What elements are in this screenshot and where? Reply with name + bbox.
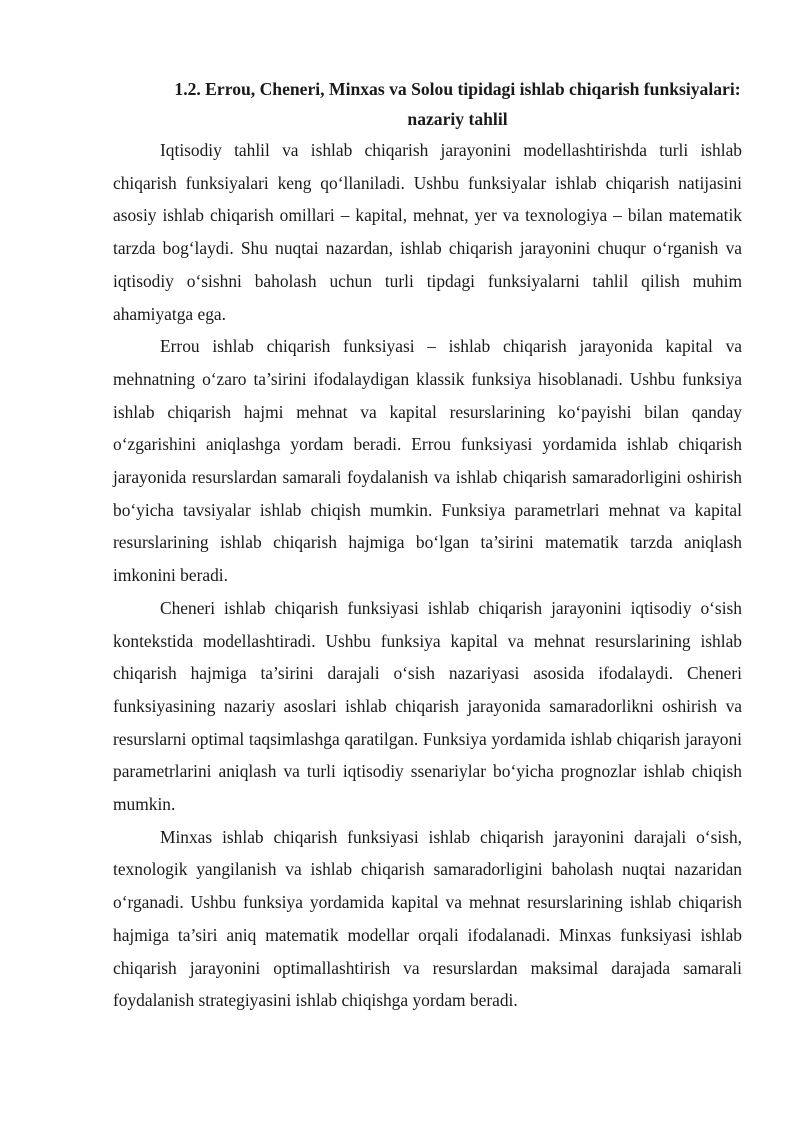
paragraph-errou: Errou ishlab chiqarish funksiyasi – ishlab chiqarish jarayonida kapital va mehnatning o‘zaro ta’sirini ifodalaydigan klassik funksiya hisoblanadi. Ushbu funksiya ishlab chiqarish hajmi mehnat va kapital resurslarining ko‘payishi bilan qanday o‘zgarishini aniqlashga yordam beradi. Errou funksiyasi yordamida ishlab chiqarish jarayonida resurslardan samarali foydalanish va ishlab chiqarish samaradorligini oshirish bo‘yicha tavsiyalar ishlab chiqish mumkin. Funksiya parametrlari mehnat va kapital resurslarining ishlab chiqarish hajmiga bo‘lgan ta’sirini matematik tarzda aniqlash imkonini beradi. [113,336,742,586]
document-body [113,74,742,1017]
section-heading: 1.2. Errou, Cheneri, Minxas va Solou tipidagi ishlab chiqarish funksiyalari: nazariy tahlil [174,79,741,129]
paragraph-intro: Iqtisodiy tahlil va ishlab chiqarish jarayonini modellashtirishda turli ishlab chiqarish funksiyalari keng qo‘llaniladi. Ushbu funksiyalar ishlab chiqarish natijasini asosiy ishlab chiqarish omillari – kapital, mehnat, yer va texnologiya – bilan matematik tarzda bog‘laydi. Shu nuqtai nazardan, ishlab chiqarish jarayonini chuqur o‘rganish va iqtisodiy o‘sishni baholash uchun turli tipdagi funksiyalarni tahlil qilish muhim ahamiyatga ega. [113,140,742,324]
paragraph-cheneri: Cheneri ishlab chiqarish funksiyasi ishlab chiqarish jarayonini iqtisodiy o‘sish kontekstida modellashtiradi. Ushbu funksiya kapital va mehnat resurslarining ishlab chiqarish hajmiga ta’sirini darajali o‘sish nazariyasi asosida ifodalaydi. Cheneri funksiyasining nazariy asoslari ishlab chiqarish jarayonida samaradorlikni oshirish va resurslarni optimal taqsimlashga qaratilgan. Funksiya yordamida ishlab chiqarish jarayoni parametrlarini aniqlash va turli iqtisodiy ssenariylar bo‘yicha prognozlar ishlab chiqish mumkin. [113,597,742,815]
paragraph-minxas: Minxas ishlab chiqarish funksiyasi ishlab chiqarish jarayonini darajali o‘sish, texnologik yangilanish va ishlab chiqarish samaradorligini baholash nuqtai nazaridan o‘rganadi. Ushbu funksiya yordamida kapital va mehnat resurslarining ishlab chiqarish hajmiga ta’siri aniq matematik modellar orqali ifodalanadi. Minxas funksiyasi ishlab chiqarish jarayonini optimallashtirish va resurslardan maksimal darajada samarali foydalanish strategiyasini ishlab chiqishga yordam beradi. [113,826,742,1011]
